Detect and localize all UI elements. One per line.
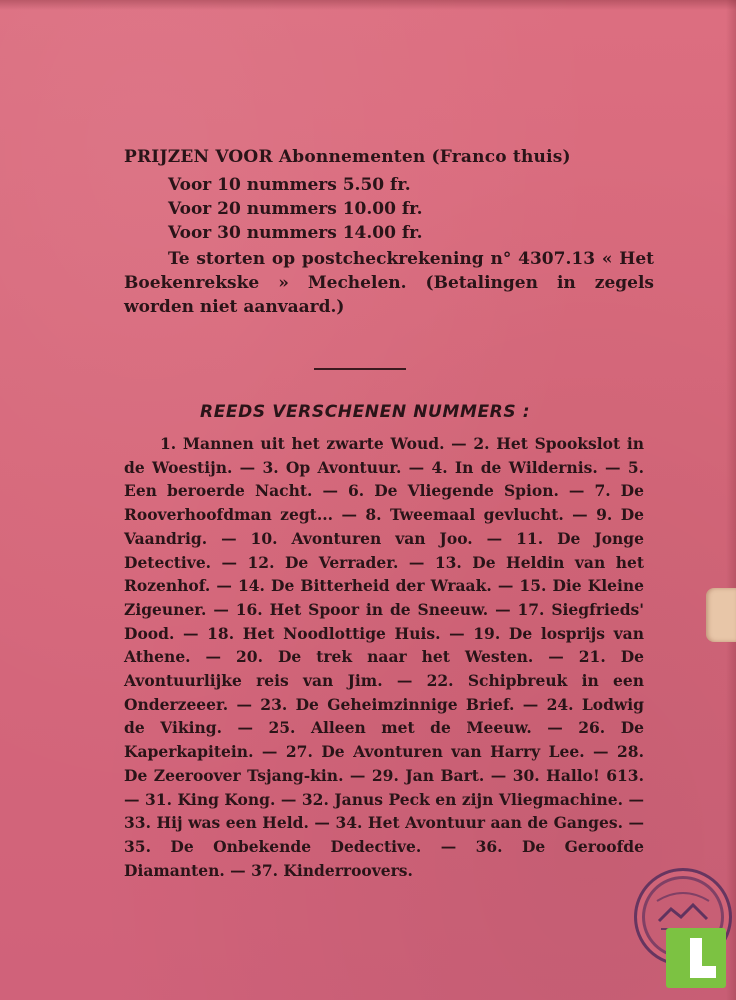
paper-edge-shadow-top <box>0 0 736 10</box>
paper-tear <box>706 588 736 642</box>
lastdodo-logo-icon <box>666 928 726 988</box>
subscription-prices <box>124 146 654 319</box>
published-issues-heading: REEDS VERSCHENEN NUMMERS : <box>200 402 531 422</box>
published-issues-list: 1. Mannen uit het zwarte Woud. — 2. Het Spookslot in de Woestijn. — 3. Op Avontuur. — 4. In de Wildernis. — 5. Een beroerde Nacht. — 6. De Vliegende Spion. — 7. De Rooverhoofdman zegt... — 8. Tweemaal gevlucht. — 9. De Vaandrig. — 10. Avonturen van Joo. — 11. De Jonge Detective. — 12. De Verrader. — 13. De Heldin van het Rozenhof. — 14. De Bitterheid der Wraak. — 15. Die Kleine Zigeuner. — 16. Het Spoor in de Sneeuw. — 17. Siegfrieds' Dood. — 18. Het Noodlottige Huis. — 19. De losprijs van Athene. — 20. De trek naar het Westen. — 21. De Avontuurlijke reis van Jim. — 22. Schipbreuk in een Onderzeeer. — 23. De Geheimzinnige Brief. — 24. Lodwig de Viking. — 25. Alleen met de Meeuw. — 26. De Kaperkapitein. — 27. De Avonturen van Harry Lee. — 28. De Zeeroover Tsjang-kin. — 29. Jan Bart. — 30. Hallo! 613. — 31. King Kong. — 32. Janus Peck en zijn Vliegmachine. — 33. Hij was een Held. — 34. Het Avontuur aan de Ganges. — 35. De Onbekende Dedective. — 36. De Geroofde Diamanten. — 37. Kinderroovers. <box>124 434 644 880</box>
price-row-30: Voor 30 nummers 14.00 fr. <box>168 223 423 243</box>
price-row-20: Voor 20 nummers 10.00 fr. <box>168 199 423 219</box>
paper-edge-shadow-right <box>726 0 736 1000</box>
section-divider <box>314 368 406 370</box>
payment-instructions: Te storten op postcheckrekening n° 4307.13 « Het Boekenrekske » Mechelen. (Betalingen in zegels worden niet aanvaard.) <box>124 249 654 317</box>
price-row-10: Voor 10 nummers 5.50 fr. <box>168 175 411 195</box>
prices-title: PRIJZEN VOOR Abonnementen (Franco thuis) <box>124 147 571 167</box>
